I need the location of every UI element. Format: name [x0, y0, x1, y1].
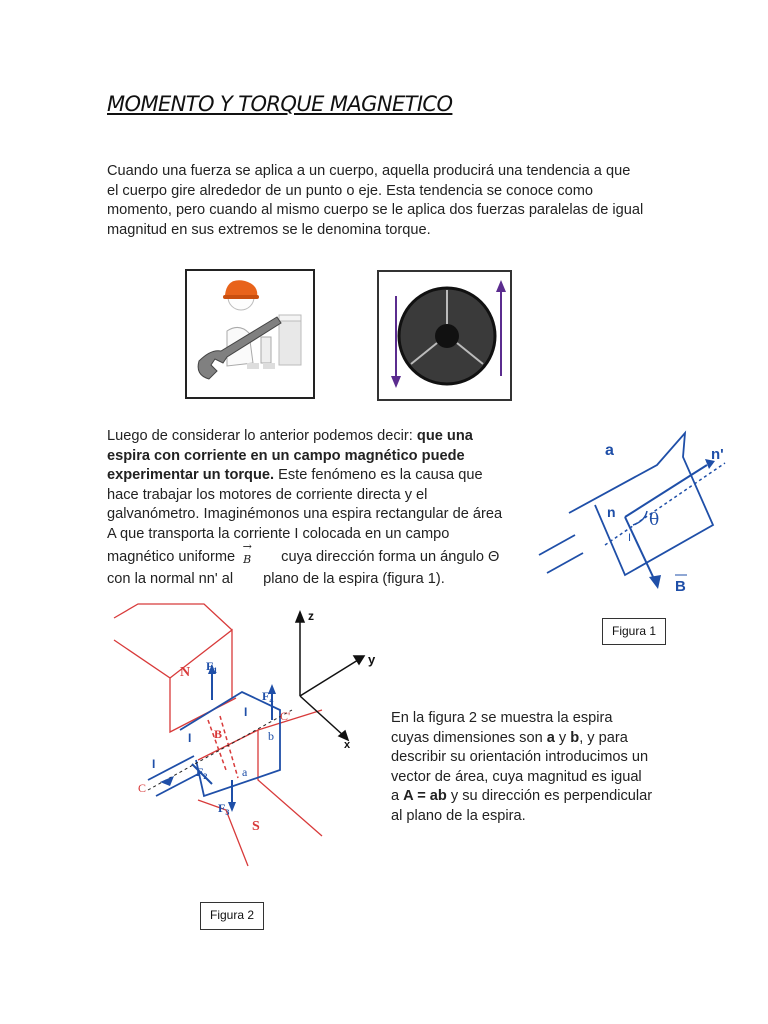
label-current-left: I — [188, 731, 192, 745]
intro-line: magnitud en sus extremos se le denomina torque. — [107, 221, 431, 238]
figure-1-caption: Figura 1 — [602, 618, 666, 645]
label-c-prime: C' — [280, 709, 291, 723]
label-b-field: B — [214, 727, 223, 741]
label-z-axis: z — [308, 609, 314, 623]
label-f1: $F_1$ — [206, 659, 218, 675]
loop-plate — [569, 433, 713, 575]
worker-illustration — [187, 271, 313, 397]
label-side-b: b — [268, 729, 274, 743]
label-y-axis: y — [368, 652, 376, 667]
b-vector-symbol: → B — [242, 540, 252, 566]
intro-line: Cuando una fuerza se aplica a un cuerpo, aquella producirá una tendencia a que — [107, 163, 631, 179]
label-south: S — [252, 819, 260, 834]
wheel-illustration — [379, 272, 510, 399]
page-title: MOMENTO Y TORQUE MAGNETICO — [107, 92, 453, 116]
figure-2-diagram — [108, 600, 388, 870]
label-side-a: a — [242, 765, 248, 779]
worker-with-wrench-image — [185, 269, 315, 399]
label-n: n — [607, 504, 616, 520]
figure-1-diagram — [535, 425, 735, 605]
label-current: I — [628, 532, 632, 544]
intro-line: momento, pero cuando al mismo cuerpo se le aplica dos fuerzas paralelas de igual — [107, 202, 644, 218]
label-north: N — [180, 665, 191, 680]
explanation-paragraph: Luego de considerar lo anterior podemos decir: que una espira con corriente en un campo magnético puede experimentar un torque. Este fenómeno es la causa que hace trabajar los motores de corriente directa y el galvanómetro. Imaginémonos una espira rectangular de área A que transporta la corriente I colocada en un campo magnético uniforme → B cuya dirección forma un ángulo Θ con la normal nn' al plano de la espira (figura 1). — [107, 428, 503, 587]
label-f3: $F_3$ — [218, 801, 230, 817]
intro-line: el cuerpo gire alrededor de un punto o eje. Esta tendencia se conoce como — [107, 182, 593, 199]
wheel-torque-image — [377, 270, 512, 401]
label-a: a — [605, 442, 614, 459]
axes-icon — [296, 612, 364, 740]
intro-paragraph — [107, 162, 667, 240]
normal-arrow — [625, 465, 707, 517]
figure-2-caption: Figura 2 — [200, 902, 264, 930]
label-c: C — [138, 781, 147, 795]
label-f4: $F_4$ — [262, 689, 274, 705]
label-f2: $F_2$ — [196, 765, 208, 781]
label-n-prime: n' — [711, 446, 724, 463]
label-theta: θ — [649, 510, 660, 530]
label-current-top: I — [244, 705, 248, 719]
area-vector-paragraph: En la figura 2 se muestra la espira cuyas dimensiones son a y b, y para describir su orientación introducimos un vector de área, cuya magnitud es igual a A = ab y su dirección es perpendicular al plano de la espira. — [391, 710, 653, 824]
label-x-axis: x — [344, 739, 351, 751]
label-current-lead: I — [152, 757, 156, 771]
label-b: B — [675, 578, 686, 595]
